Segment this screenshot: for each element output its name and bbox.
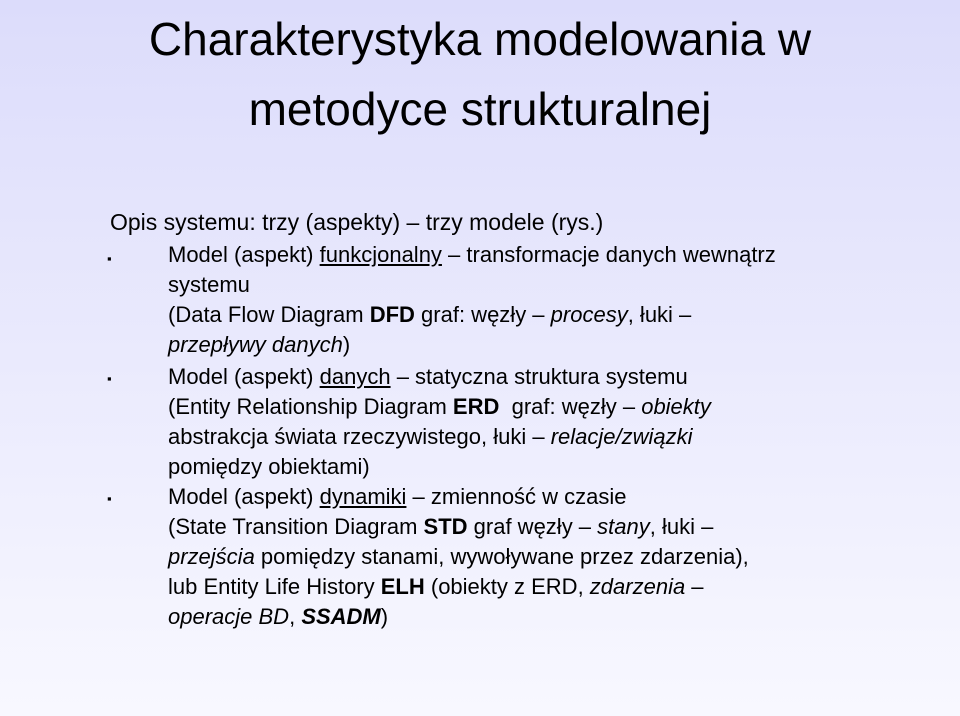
- italic-term: operacje BD: [168, 604, 290, 629]
- underlined-term: funkcjonalny: [319, 242, 442, 267]
- text-line: Model (aspekt) funkcjonalny – transformacje danych wewnątrz: [168, 242, 776, 267]
- italic-term: przepływy danych: [168, 332, 343, 357]
- italic-term: przejścia: [168, 544, 255, 569]
- slide-title-line-2: metodyce strukturalnej: [248, 83, 712, 135]
- text-line: lub Entity Life History ELH (obiekty z ERD, zdarzenia –: [168, 574, 704, 599]
- italic-term: stany: [597, 514, 650, 539]
- intro-text: Opis systemu: trzy (aspekty) – trzy modele (rys.): [110, 209, 604, 235]
- text-line: przepływy danych): [168, 332, 351, 357]
- text-line: abstrakcja świata rzeczywistego, łuki – relacje/związki: [168, 424, 693, 449]
- bold-term: ERD: [452, 394, 500, 419]
- bullet-data-model: [168, 362, 711, 482]
- text-line: Model (aspekt) danych – statyczna struktura systemu: [168, 364, 688, 389]
- text-line: operacje BD, SSADM): [168, 604, 389, 629]
- bold-term: STD: [423, 514, 468, 539]
- italic-term: zdarzenia: [589, 574, 686, 599]
- text-line: pomiędzy obiektami): [168, 454, 370, 479]
- bullet-marker-icon: ▪: [107, 251, 112, 266]
- text-line: systemu: [168, 272, 250, 297]
- text-line: (State Transition Diagram STD graf węzły – stany, łuki –: [168, 514, 714, 539]
- underlined-term: danych: [319, 364, 391, 389]
- underlined-term: dynamiki: [319, 484, 407, 509]
- bullet-functional-model: [168, 240, 776, 360]
- italic-term: relacje/związki: [550, 424, 693, 449]
- text-line: Model (aspekt) dynamiki – zmienność w czasie: [168, 484, 627, 509]
- italic-term: obiekty: [641, 394, 711, 419]
- slide-title-line-1: Charakterystyka modelowania w: [148, 13, 812, 65]
- bold-italic-term: SSADM: [301, 604, 381, 629]
- bold-term: DFD: [369, 302, 415, 327]
- text-line: (Data Flow Diagram DFD graf: węzły – procesy, łuki –: [168, 302, 692, 327]
- bold-term: ELH: [380, 574, 425, 599]
- bullet-marker-icon: ▪: [107, 371, 112, 386]
- bullet-dynamics-model: [168, 482, 749, 632]
- italic-term: procesy: [550, 302, 628, 327]
- text-line: przejścia pomiędzy stanami, wywoływane przez zdarzenia),: [168, 544, 749, 569]
- text-line: (Entity Relationship Diagram ERD graf: węzły – obiekty: [168, 394, 711, 419]
- bullet-marker-icon: ▪: [107, 491, 112, 506]
